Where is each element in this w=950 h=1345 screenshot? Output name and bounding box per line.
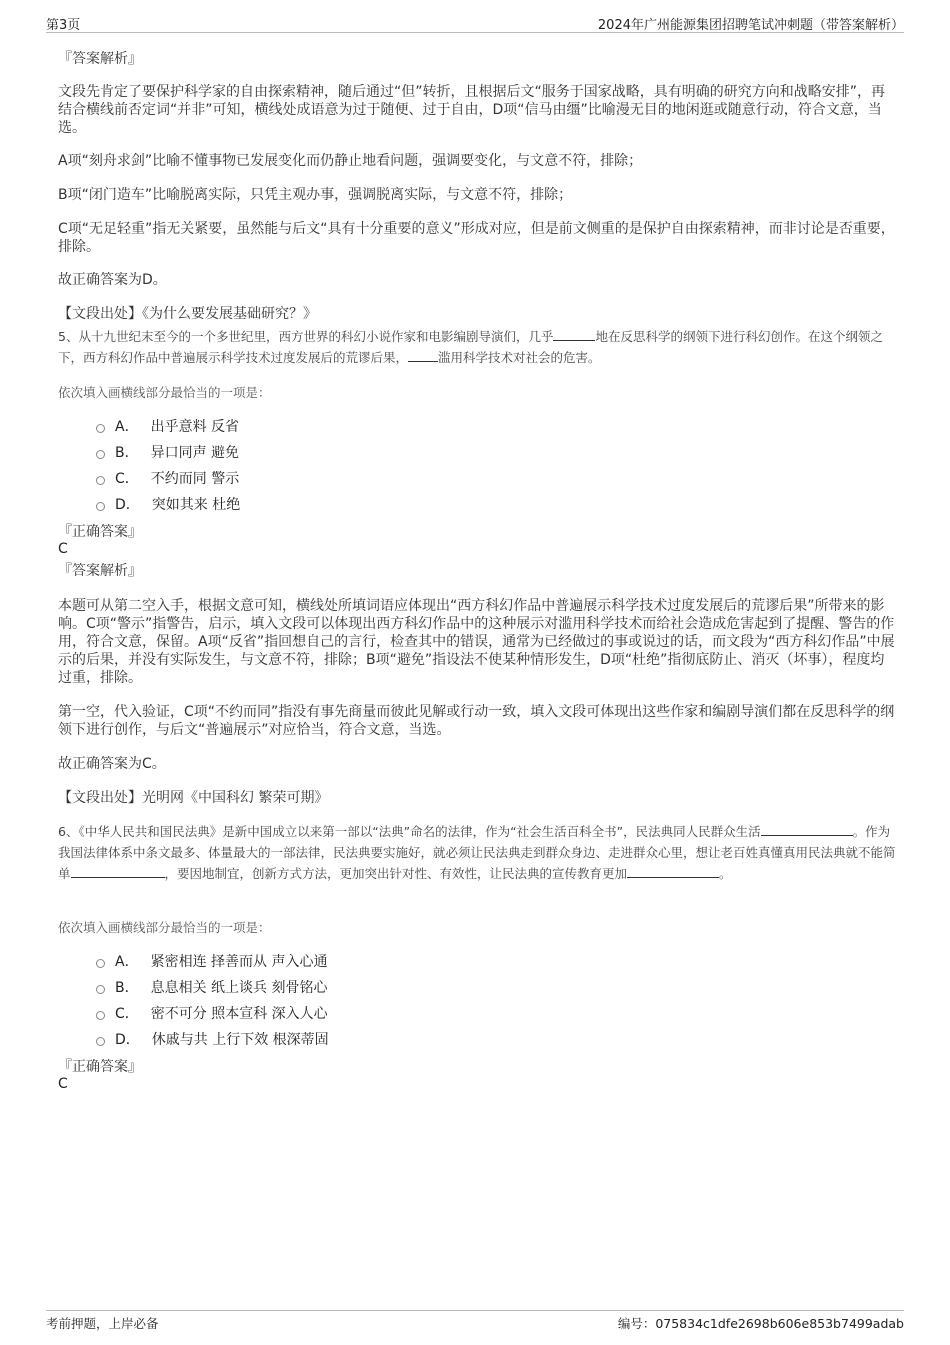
q4-analysis-p3: B项“闭门造车”比喻脱离实际，只凭主观办事，强调脱离实际，与文意不符，排除； [58,187,573,203]
q4-conclusion: 故正确答案为D。 [58,272,167,288]
q6-option-c[interactable]: C． 密不可分 照本宣科 深入人心 [96,1000,329,1026]
q5-text-b: 地在反思科学的纲领下进行科幻创作。在这个纲领之下，西方科幻作品中普遍展示科学技术过度发展后的荒谬后果， [58,329,883,365]
q5-analysis-title: 『答案解析』 [58,563,142,579]
q6-question [58,821,896,884]
radio-icon[interactable] [96,502,105,511]
q6-instruction: 依次填入画横线部分最恰当的一项是： [58,920,271,935]
radio-icon[interactable] [96,424,105,433]
q6-option-d[interactable]: D． 休戚与共 上行下效 根深蒂固 [96,1026,329,1052]
page-header [46,12,904,33]
q6-correct-answer: C [58,1076,68,1092]
radio-icon[interactable] [96,1037,105,1046]
q6-text-a: 6、《中华人民共和国民法典》是新中国成立以来第一部以“法典”命名的法律，作为“社会生活百科全书”，民法典同人民群众生活 [58,824,761,839]
q6-option-b[interactable]: B． 息息相关 纸上谈兵 刻骨铭心 [96,974,329,1000]
q5-correct-answer: C [58,541,68,557]
q6-blank-1 [761,823,853,836]
radio-icon[interactable] [96,1011,105,1020]
q4-source: 【文段出处】《为什么要发展基础研究？》 [58,306,317,322]
q5-option-b[interactable]: B． 异口同声 避免 [96,439,240,465]
q6-text-c: ，要因地制宜，创新方式方法，更加突出针对性、有效性，让民法典的宣传教育更加 [164,866,628,881]
q5-source: 【文段出处】光明网《中国科幻 繁荣可期》 [58,790,329,806]
document-title: 2024年广州能源集团招聘笔试冲刺题（带答案解析） [597,18,904,33]
q4-analysis-title: 『答案解析』 [58,51,142,67]
q5-option-c[interactable]: C． 不约而同 警示 [96,465,240,491]
page-footer [46,1310,904,1331]
q5-text-a: 5、从十九世纪末至今的一个多世纪里，西方世界的科幻小说作家和电影编剧导演们，几乎 [58,329,554,344]
q5-options [96,413,240,517]
q4-analysis-p1: 文段先肯定了要保护科学家的自由探索精神，随后通过“但”转折，且根据后文“服务于国家战略，具有明确的研究方向和战略安排”，再结合横线前否定词“并非”可知，横线处成语意为过于随便、过于自由，D项“信马由缰”比喻漫无目的地闲逛或随意行动，符合文意，当选。 [58,84,886,136]
radio-icon[interactable] [96,476,105,485]
q5-analysis-p2: 第一空，代入验证，C项“不约而同”指没有事先商量而彼此见解或行动一致，填入文段可体现出这些作家和编剧导演们都在反思科学的纲领下进行创作，与后文“普遍展示”对应恰当，符合文意，当选。 [58,704,895,738]
radio-icon[interactable] [96,959,105,968]
q5-correct-title: 『正确答案』 [58,524,142,540]
q6-blank-3 [627,865,719,878]
footer-slogan: 考前押题，上岸必备 [46,1316,159,1331]
q6-option-a[interactable]: A． 紧密相连 择善而从 声入心通 [96,948,329,974]
document-id: 编号：075834c1dfe2698b606e853b7499adab [617,1316,904,1331]
q5-option-a[interactable]: A． 出乎意料 反省 [96,413,240,439]
q5-blank-1 [553,328,595,341]
q6-text-b: 。作为我国法律体系中条文最多、体量最大的一部法律，民法典要实施好，就必须让民法典走到群众身边、走进群众心里，想让老百姓真懂真用民法典就不能简单 [58,824,896,881]
q4-analysis-p2: A项“刻舟求剑”比喻不懂事物已发展变化而仍静止地看问题，强调要变化，与文意不符，排除； [58,153,643,169]
radio-icon[interactable] [96,450,105,459]
q5-option-d[interactable]: D． 突如其来 杜绝 [96,491,240,517]
q6-correct-title: 『正确答案』 [58,1059,142,1075]
q6-options [96,948,329,1052]
q4-analysis-p4: C项“无足轻重”指无关紧要，虽然能与后文“具有十分重要的意义”形成对应，但是前文侧重的是保护自由探索精神，而非讨论是否重要，排除。 [58,221,895,255]
q6-text-d: 。 [719,866,732,881]
q5-question [58,326,896,368]
q5-instruction: 依次填入画横线部分最恰当的一项是： [58,385,271,400]
radio-icon[interactable] [96,985,105,994]
q6-blank-2 [71,865,165,878]
q5-text-c: 滥用科学技术对社会的危害。 [438,350,601,365]
q5-conclusion: 故正确答案为C。 [58,756,166,772]
page-number: 第3页 [46,18,81,33]
q5-blank-2 [408,349,438,362]
q5-analysis-p1: 本题可从第二空入手，根据文意可知，横线处所填词语应体现出“西方科幻作品中普遍展示科学技术过度发展后的荒谬后果”所带来的影响。C项“警示”指警告，启示，填入文段可以体现出西方科幻作品中的这种展示对滥用科学技术而给社会造成危害起到了提醒、警告的作用，符合文意，保留。A项“反省”指回想自己的言行，检查其中的错误，通常为已经做过的事或说过的话，而文段为“西方科幻作品”中展示的后果，并没有实际发生，与文意不符，排除；B项“避免”指设法不使某种情形发生，D项“杜绝”指彻底防止、消灭（坏事），程度均过重，排除。 [58,598,895,686]
